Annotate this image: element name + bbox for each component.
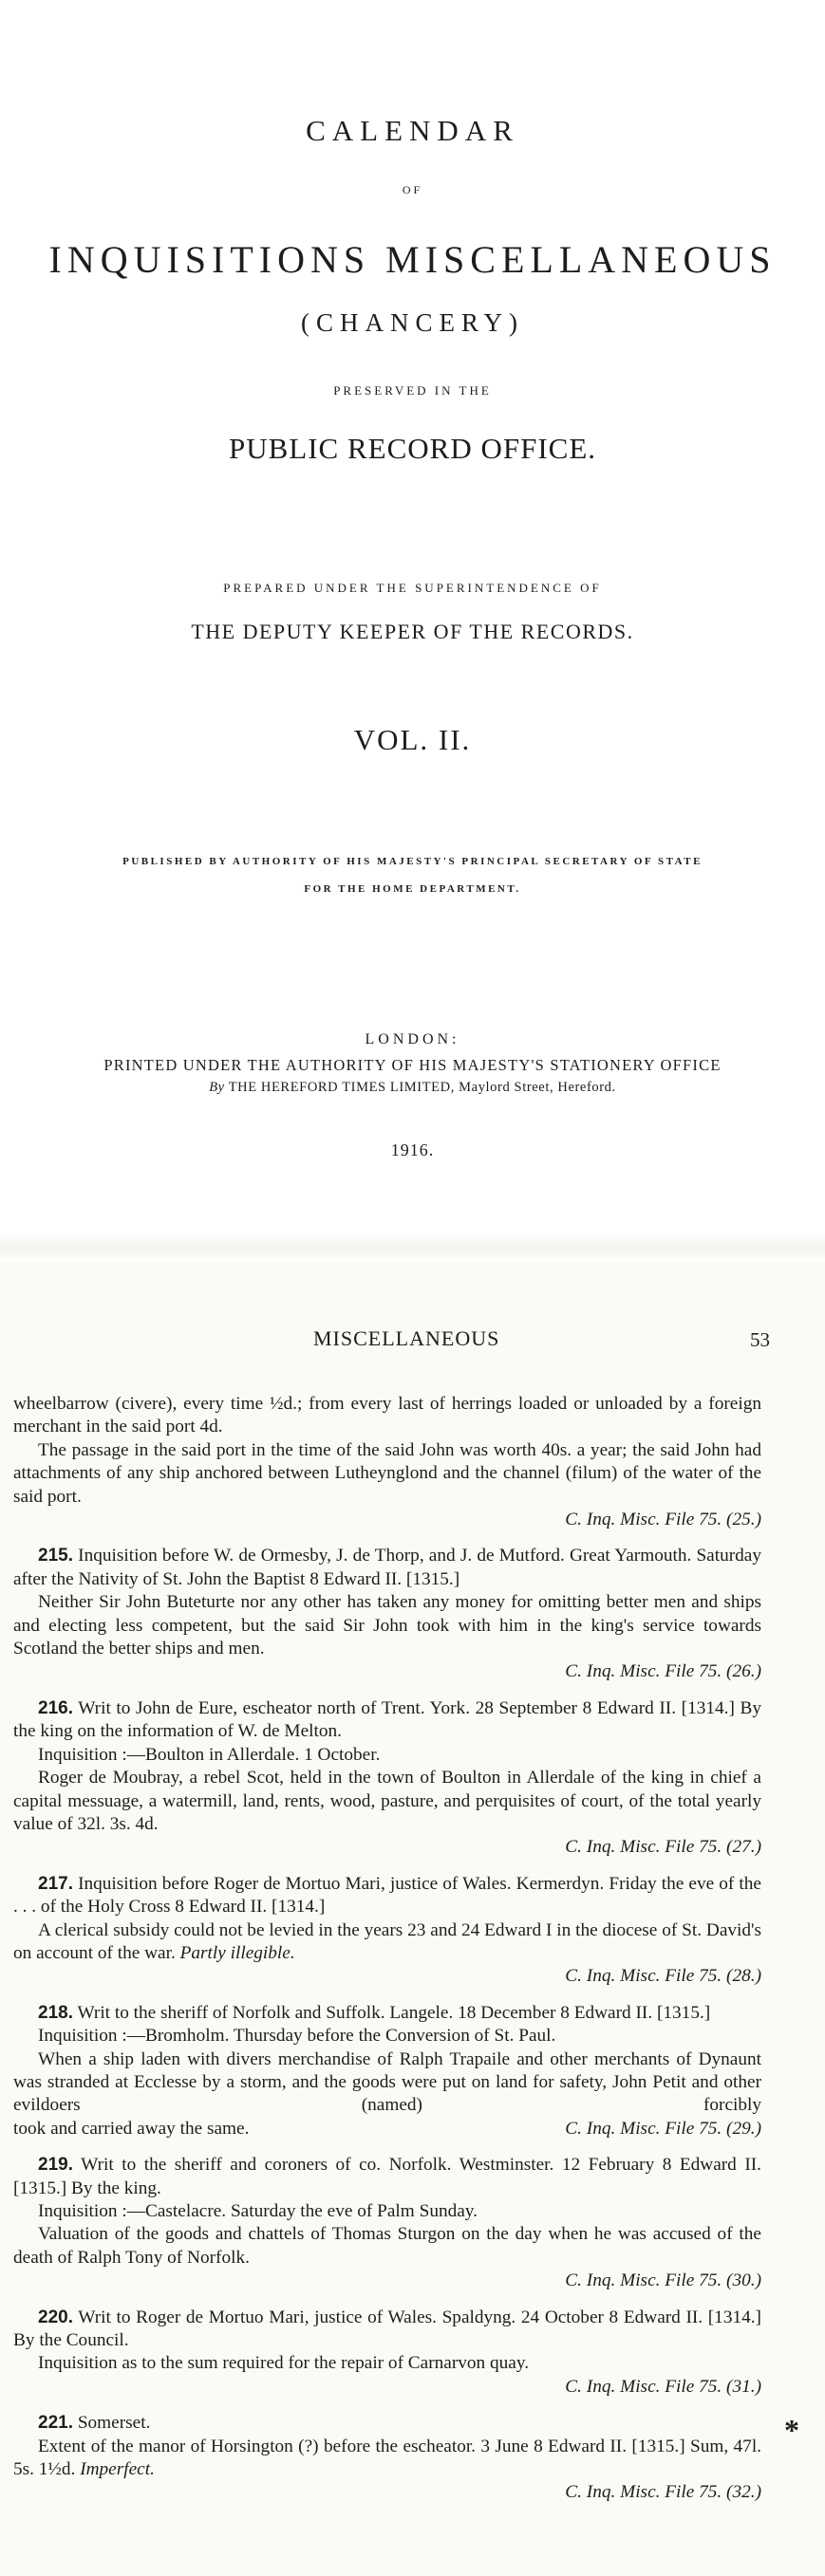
page-separator — [0, 1233, 825, 1262]
entry-number: 217. — [38, 1873, 73, 1894]
entry-body: Roger de Moubray, a rebel Scot, held in the town of Boulton in Allerdale of the king in chief a capital messuage, a watermill, land, rents, wood, pasture, and perquisites of court, of the total yearly value of 32l. 3s. 4d. — [13, 1768, 761, 1834]
entry-216 — [13, 1697, 761, 1860]
entry-number: 220. — [38, 2307, 73, 2327]
entry-number: 221. — [38, 2413, 73, 2434]
subtitle: (CHANCERY) — [300, 308, 524, 337]
volume-label: VOL. II. — [353, 723, 472, 756]
entry-note: Partly illegible. — [179, 1942, 295, 1963]
citation: C. Inq. Misc. File 75. (31.) — [565, 2376, 761, 2397]
entry-heading: Writ to Roger de Mortuo Mari, justice of Wales. Spaldyng. 24 October 8 Edward II. [1314.] By the Council. — [13, 2307, 761, 2351]
entry-heading: Somerset. — [77, 2413, 151, 2434]
entry-number: 219. — [38, 2155, 73, 2176]
page-number: 53 — [750, 1328, 770, 1351]
main-title: INQUISITIONS MISCELLANEOUS — [48, 238, 777, 281]
entry-body: Extent of the manor of Horsington (?) before the escheator. 3 June 8 Edward II. [1315.] Sum, 47l. 5s. 1½d. — [13, 2436, 761, 2480]
preserved-line: PRESERVED IN THE — [333, 383, 492, 398]
entry-219 — [13, 2154, 761, 2292]
entry-heading: Writ to John de Eure, escheator north of Trent. York. 28 September 8 Edward II. [1314.] By the king on the information of W. de Melton. — [13, 1697, 761, 1742]
printer-name: THE HEREFORD TIMES LIMITED, Maylord Street, Hereford. — [228, 1080, 616, 1095]
citation: C. Inq. Misc. File 75. (29.) — [565, 2118, 761, 2139]
continuation-text-2: The passage in the said port in the time of the said John was worth 40s. a year; the said John had attachments of any ship anchored between Lutheynglond and the channel (filum) of the water of the said port. — [13, 1439, 761, 1507]
published-line-1: PUBLISHED BY AUTHORITY OF HIS MAJESTY'S PRINCIPAL SECRETARY OF STATE — [122, 856, 703, 867]
year-line: 1916. — [390, 1140, 435, 1159]
running-head-title: MISCELLANEOUS — [313, 1326, 500, 1350]
citation: C. Inq. Misc. File 75. (30.) — [565, 2270, 761, 2291]
entry-number: 215. — [38, 1546, 73, 1566]
entry-subheading: Inquisition :—Boulton in Allerdale. 1 October. — [38, 1744, 381, 1765]
entry-heading: Inquisition before W. de Ormesby, J. de Thorp, and J. de Mutford. Great Yarmouth. Saturday after the Nativity of St. John the Baptist 8 Edward II. [1315.] — [13, 1546, 762, 1589]
office-title: PUBLIC RECORD OFFICE. — [228, 432, 597, 465]
printer-line — [0, 1080, 825, 1096]
entry-body: Valuation of the goods and chattels of Thomas Sturgon on the day when he was accused of the death of Ralph Tony of Norfolk. — [13, 2224, 761, 2268]
published-line-2: FOR THE HOME DEPARTMENT. — [304, 883, 521, 895]
entry-subheading: Inquisition :—Bromholm. Thursday before the Conversion of St. Paul. — [38, 2026, 556, 2047]
entry-note: Imperfect. — [80, 2459, 155, 2480]
entry-body: Neither Sir John Buteturte nor any other has taken any money for omitting better men and ships and electing less competent, but the said Sir John took with him in the king's service towards Scotland the better ships and men. — [13, 1592, 761, 1659]
entry-body: A clerical subsidy could not be levied in the years 23 and 24 Edward I in the diocese of St. David's on account of the war. — [13, 1919, 761, 1963]
citation: C. Inq. Misc. File 75. (25.) — [565, 1510, 761, 1530]
entry-heading: Writ to the sheriff of Norfolk and Suffolk. Langele. 18 December 8 Edward II. [1315.] — [77, 2002, 711, 2023]
entry-body: When a ship laden with divers merchandise of Ralph Trapaile and other merchants of Dynaunt was stranded at Ecclesse by a storm, and the goods were put on land for safety, John Petit and other evildoers (named) forcibly — [13, 2048, 761, 2116]
prepared-line: PREPARED UNDER THE SUPERINTENDENCE OF — [223, 581, 602, 595]
margin-asterisk: * — [784, 2413, 799, 2447]
london-line: LONDON: — [365, 1031, 460, 1047]
entry-221 — [13, 2412, 761, 2505]
entry-body-end: took and carried away the same. — [13, 2118, 250, 2139]
of-line: OF — [402, 183, 423, 196]
entry-subheading: Inquisition :—Castelacre. Saturday the eve of Palm Sunday. — [38, 2201, 478, 2221]
keeper-line: THE DEPUTY KEEPER OF THE RECORDS. — [191, 620, 634, 643]
entry-217 — [13, 1873, 761, 1989]
entry-number: 218. — [38, 2002, 73, 2023]
printed-line: PRINTED UNDER THE AUTHORITY OF HIS MAJESTY'S STATIONERY OFFICE — [103, 1056, 722, 1074]
continuation-text: wheelbarrow (civere), every time ½d.; from every last of herrings loaded or unloaded by a foreign merchant in the said port 4d. — [13, 1394, 761, 1437]
entry-heading: Writ to the sheriff and coroners of co. Norfolk. Westminster. 12 February 8 Edward II. [1315.] By the king. — [13, 2155, 761, 2198]
entry-218 — [13, 2002, 761, 2140]
calendar-entries — [13, 1393, 761, 2505]
entry-215 — [13, 1545, 761, 1683]
calendar-heading: CALENDAR — [306, 114, 519, 147]
by-prefix: By — [209, 1080, 225, 1095]
citation: C. Inq. Misc. File 75. (28.) — [565, 1966, 761, 1987]
entry-heading: Inquisition before Roger de Mortuo Mari, justice of Wales. Kermerdyn. Friday the eve of the . . . of the Holy Cross 8 Edward II. [1314.] — [13, 1873, 761, 1918]
entry-subheading: Inquisition as to the sum required for the repair of Carnarvon quay. — [38, 2353, 530, 2374]
continuation-block — [13, 1393, 761, 1531]
entry-number: 216. — [38, 1697, 73, 1718]
citation: C. Inq. Misc. File 75. (26.) — [565, 1661, 761, 1682]
entry-220 — [13, 2307, 761, 2400]
running-head — [0, 1326, 825, 1355]
citation: C. Inq. Misc. File 75. (27.) — [565, 1837, 761, 1858]
citation: C. Inq. Misc. File 75. (32.) — [565, 2482, 761, 2503]
title-page — [0, 0, 825, 1233]
